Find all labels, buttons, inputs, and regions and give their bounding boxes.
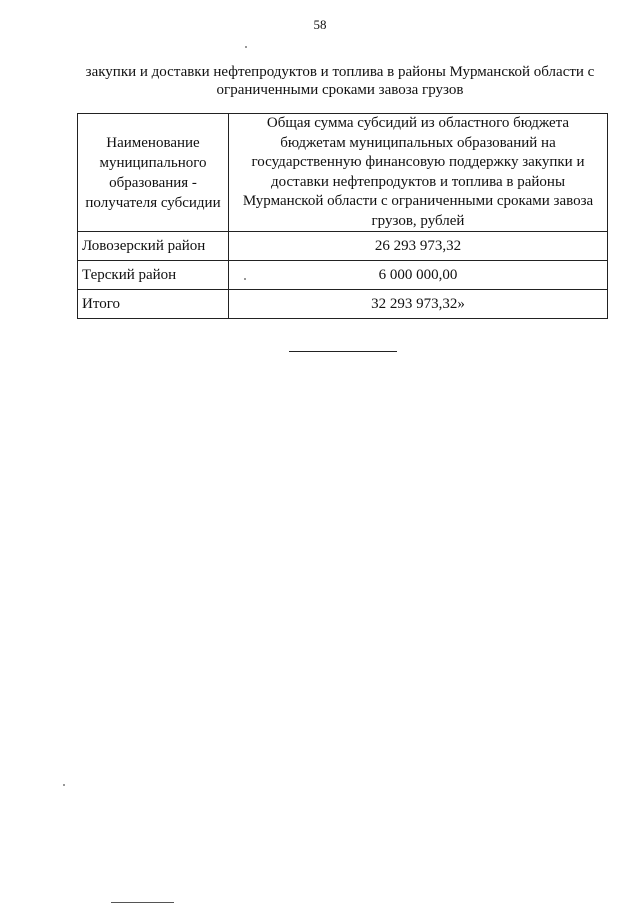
row-value: 26 293 973,32 bbox=[229, 232, 608, 261]
section-heading: закупки и доставки нефтепродуктов и топлива в районы Мурманской области с ограниченными сроками завоза грузов bbox=[85, 64, 595, 98]
page-number: 58 bbox=[313, 17, 327, 32]
row-value-total: 32 293 973,32» bbox=[229, 290, 608, 319]
row-name: Ловозерский район bbox=[78, 232, 229, 261]
header-subsidy-sum: Общая сумма субсидий из областного бюджета бюджетам муниципальных образований на государственную финансовую поддержку закупки и доставки нефтепродуктов и топлива в районы Мурманской области с ограниченными сроками завоза грузов, рублей bbox=[229, 114, 608, 232]
footer-rule bbox=[111, 902, 174, 903]
end-of-document-rule bbox=[289, 351, 397, 352]
table-row bbox=[78, 232, 608, 261]
header-municipality: Наименование муниципального образования - получателя субсидии bbox=[78, 114, 229, 232]
row-value: 6 000 000,00 bbox=[229, 261, 608, 290]
scan-speck bbox=[244, 278, 246, 280]
table-row-total bbox=[78, 290, 608, 319]
scan-speck bbox=[63, 784, 65, 786]
row-name-total: Итого bbox=[78, 290, 229, 319]
subsidy-table bbox=[77, 113, 608, 319]
table-header-row bbox=[78, 114, 608, 232]
table-row bbox=[78, 261, 608, 290]
row-name: Терский район bbox=[78, 261, 229, 290]
scan-speck bbox=[245, 46, 247, 48]
